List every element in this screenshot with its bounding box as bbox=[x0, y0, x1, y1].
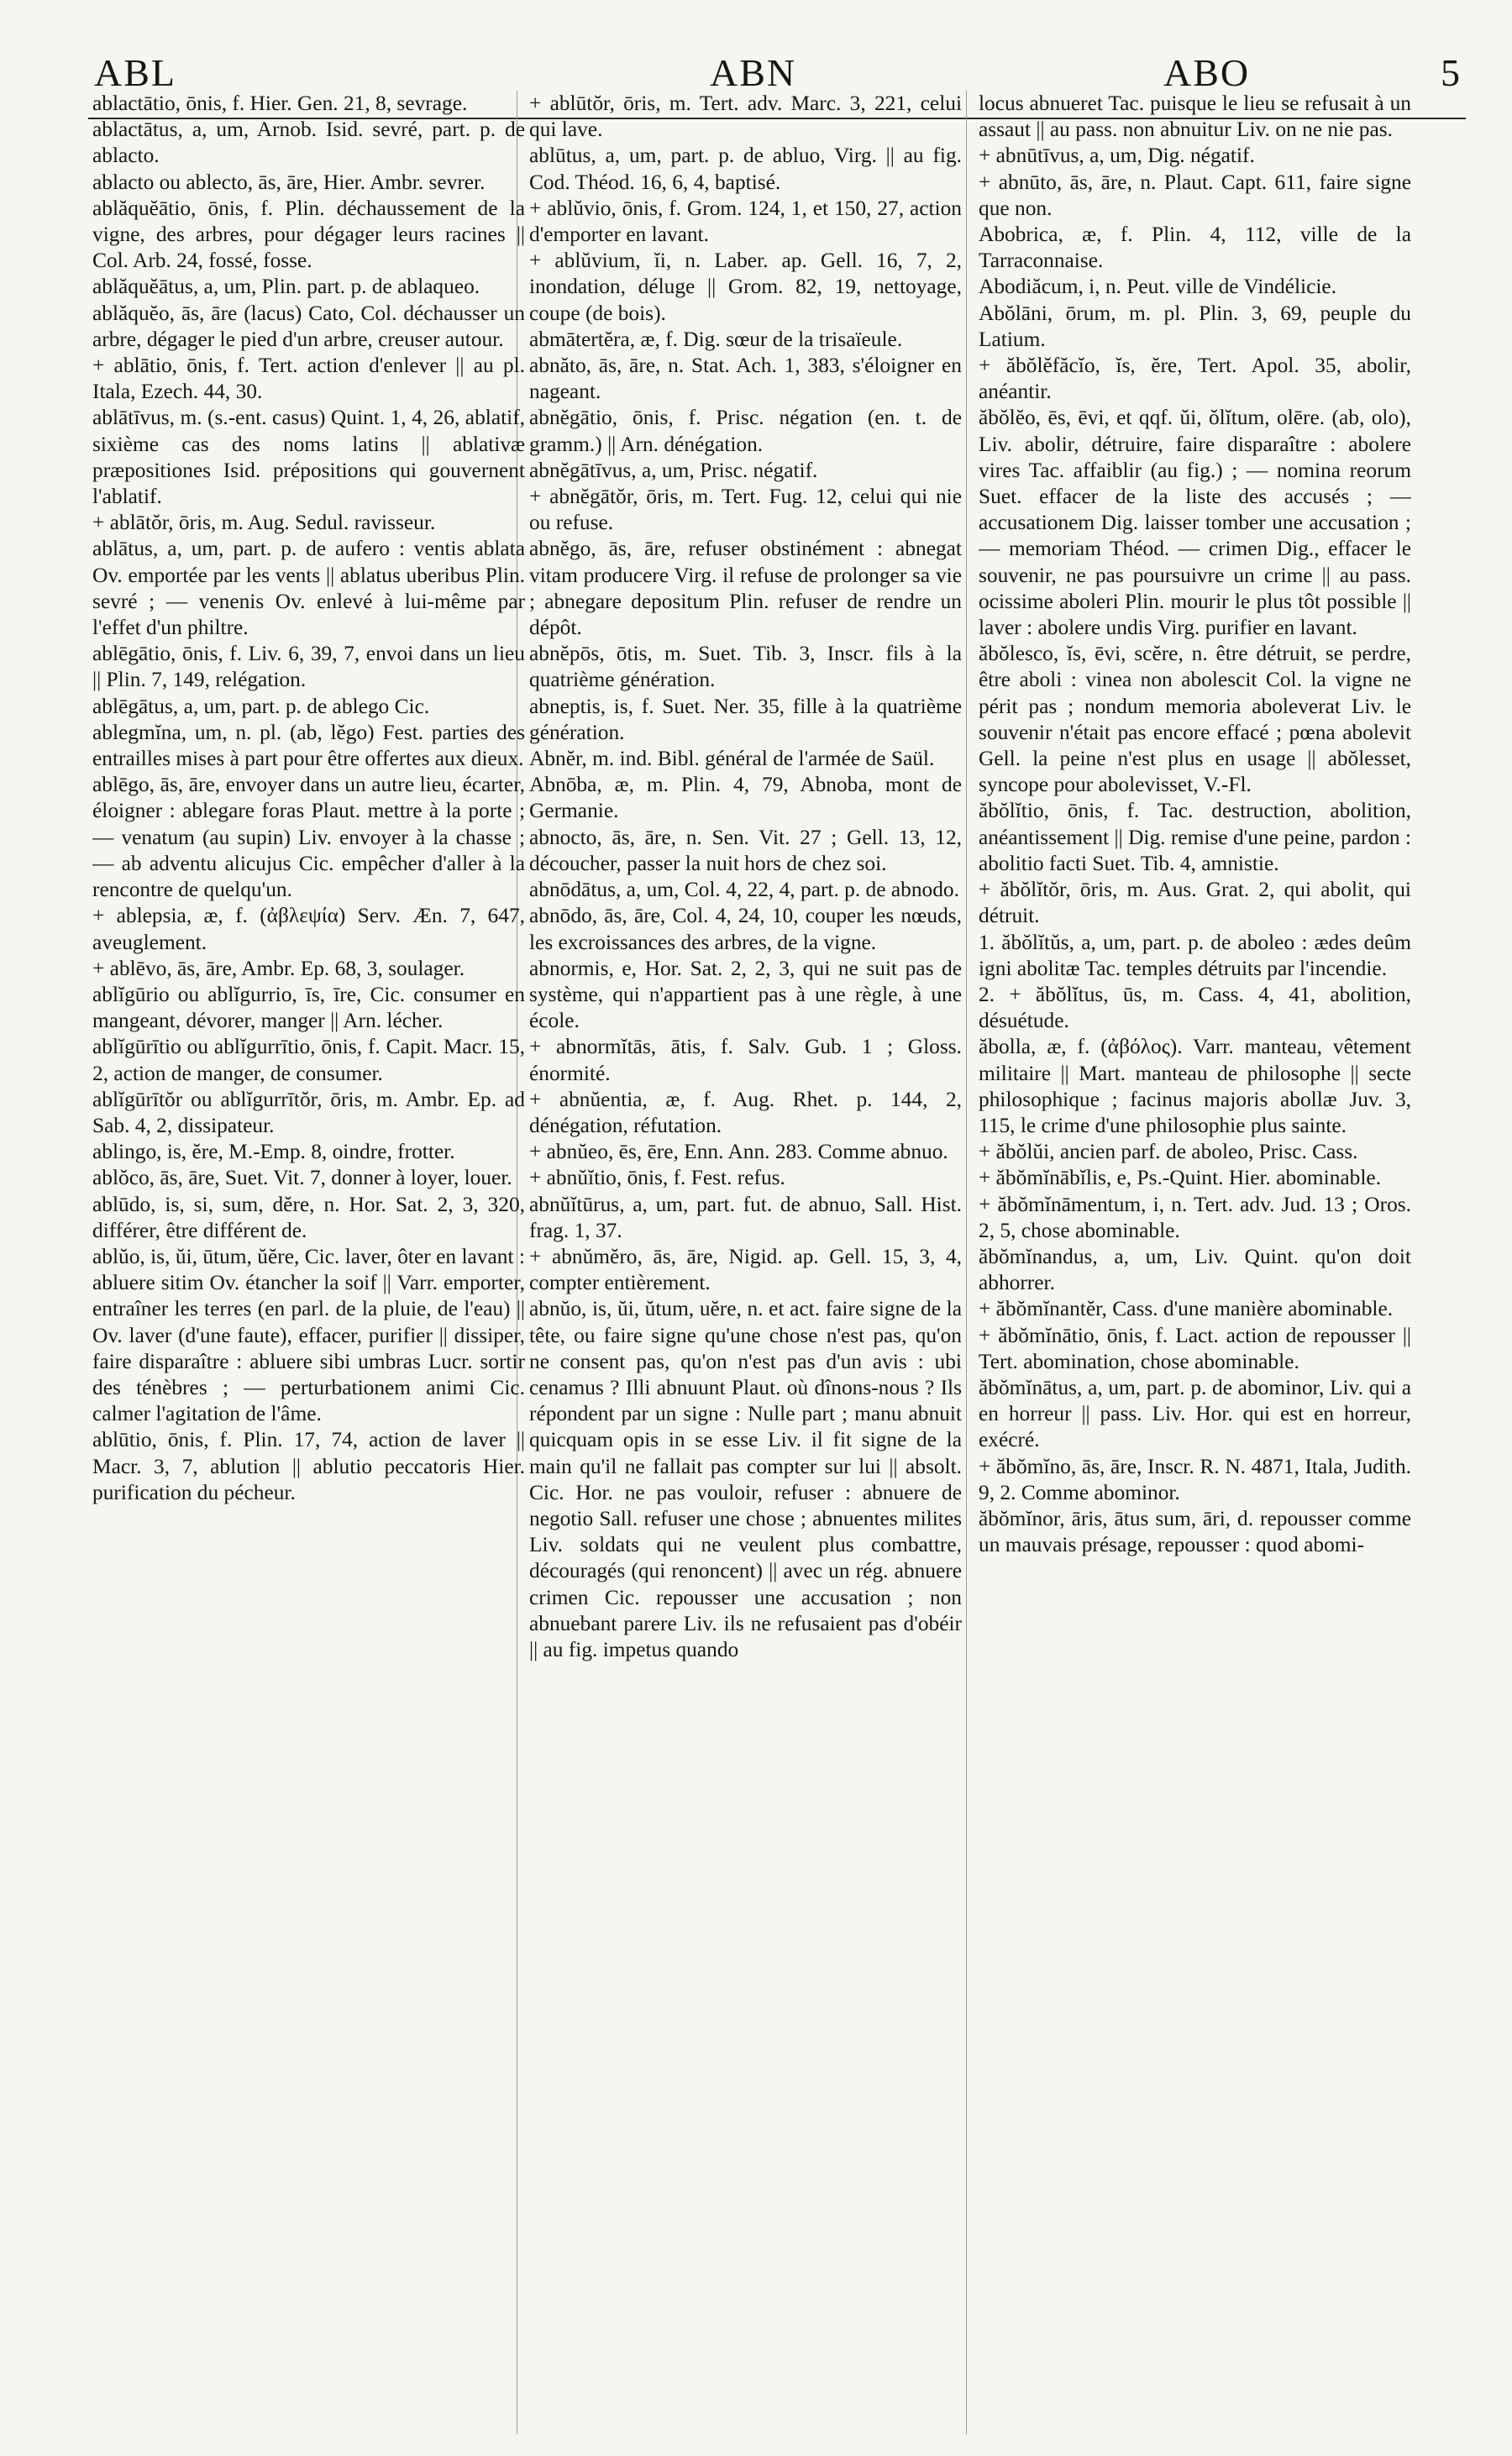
running-head-left: ABL bbox=[94, 51, 176, 94]
column-separator bbox=[966, 91, 967, 2434]
column-right bbox=[979, 91, 1411, 2434]
column-middle-text: + ablūtŏr, ōris, m. Tert. adv. Marc. 3, 221, celui qui lave. ablūtus, a, um, part. p. de abluo, Virg. || au fig. Cod. Théod. 16, 6, 4, baptisé. + ablŭvio, ōnis, f. Grom. 124, 1, et 150, 27, action d'emporter en lavant. + ablŭvium, ĭi, n. Laber. ap. Gell. 16, 7, 2, inondation, déluge || Grom. 82, 19, nettoyage, coupe (de bois). abmātertĕra, æ, f. Dig. sœur de la trisaïeule. abnăto, ās, āre, n. Stat. Ach. 1, 383, s'éloigner en nageant. abnĕgātio, ōnis, f. Prisc. négation (en. t. de gramm.) || Arn. dénégation. abnĕgātīvus, a, um, Prisc. négatif. + abnĕgātŏr, ōris, m. Tert. Fug. 12, celui qui nie ou refuse. abnĕgo, ās, āre, refuser obstinément : abnegat vitam producere Virg. il refuse de prolonger sa vie ; abnegare depositum Plin. refuser de rendre un dépôt. abnĕpōs, ōtis, m. Suet. Tib. 3, Inscr. fils à la quatrième génération. abneptis, is, f. Suet. Ner. 35, fille à la quatrième génération. Abnĕr, m. ind. Bibl. général de l'armée de Saül. Abnōba, æ, m. Plin. 4, 79, Abnoba, mont de Germanie. abnocto, ās, āre, n. Sen. Vit. 27 ; Gell. 13, 12, découcher, passer la nuit hors de chez soi. abnōdātus, a, um, Col. 4, 22, 4, part. p. de abnodo. abnōdo, ās, āre, Col. 4, 24, 10, couper les nœuds, les excroissances des arbres, de la vigne. abnormis, e, Hor. Sat. 2, 2, 3, qui ne suit pas de système, qui n'appartient pas à une règle, à une école. + abnormĭtās, ātis, f. Salv. Gub. 1 ; Gloss. énormité. + abnŭentia, æ, f. Aug. Rhet. p. 144, 2, dénégation, réfutation. + abnŭeo, ēs, ēre, Enn. Ann. 283. Comme abnuo. + abnŭĭtio, ōnis, f. Fest. refus. abnŭĭtūrus, a, um, part. fut. de abnuo, Sall. Hist. frag. 1, 37. + abnŭmĕro, ās, āre, Nigid. ap. Gell. 15, 3, 4, compter entièrement. abnŭo, is, ŭi, ŭtum, uĕre, n. et act. faire signe de la tête, ou faire signe qu'une chose n'est pas, qu'on ne consent pas, qu'on n'est pas d'un avis : ubi cenamus ? Illi abnuunt Plaut. où dînons-nous ? Ils répondent par un signe : Nulle part ; manu abnuit quicquam opis in se esse Liv. il fit signe de la main qu'il ne fallait pas compter sur lui || absolt. Cic. Hor. ne pas vouloir, refuser : abnuere de negotio Sall. refuser une chose ; abnuentes milites Liv. soldats qui ne veulent plus combattre, découragés (qui renoncent) || avec un rég. abnuere crimen Cic. repousser une accusation ; non abnuebant parere Liv. ils ne refusaient pas d'obéir || au fig. impetus quando bbox=[529, 92, 962, 1661]
column-left-text: ablactātio, ōnis, f. Hier. Gen. 21, 8, sevrage. ablactātus, a, um, Arnob. Isid. sevré, part. p. de ablacto. ablacto ou ablecto, ās, āre, Hier. Ambr. sevrer. ablăquĕātio, ōnis, f. Plin. déchaussement de la vigne, des arbres, pour dégager leurs racines || Col. Arb. 24, fossé, fosse. ablăquĕātus, a, um, Plin. part. p. de ablaqueo. ablăquĕo, ās, āre (lacus) Cato, Col. déchausser un arbre, dégager le pied d'un arbre, creuser autour. + ablātio, ōnis, f. Tert. action d'enlever || au pl. Itala, Ezech. 44, 30. ablātīvus, m. (s.-ent. casus) Quint. 1, 4, 26, ablatif, sixième cas des noms latins || ablativæ præpositiones Isid. prépositions qui gouvernent l'ablatif. + ablātŏr, ōris, m. Aug. Sedul. ravisseur. ablātus, a, um, part. p. de aufero : ventis ablata Ov. emportée par les vents || ablatus uberibus Plin. sevré ; — venenis Ov. enlevé à lui-même par l'effet d'un philtre. ablēgātio, ōnis, f. Liv. 6, 39, 7, envoi dans un lieu || Plin. 7, 149, relégation. ablēgātus, a, um, part. p. de ablego Cic. ablegmĭna, um, n. pl. (ab, lĕgo) Fest. parties des entrailles mises à part pour être offertes aux dieux. ablēgo, ās, āre, envoyer dans un autre lieu, écarter, éloigner : ablegare foras Plaut. mettre à la porte ; — venatum (au supin) Liv. envoyer à la chasse ; — ab adventu alicujus Cic. empêcher d'aller à la rencontre de quelqu'un. + ablepsia, æ, f. (ἀβλεψία) Serv. Æn. 7, 647, aveuglement. + ablēvo, ās, āre, Ambr. Ep. 68, 3, soulager. ablĭgūrio ou ablĭgurrio, īs, īre, Cic. consumer en mangeant, dévorer, manger || Arn. lécher. ablĭgūrītio ou ablĭgurrītio, ōnis, f. Capit. Macr. 15, 2, action de manger, de consumer. ablĭgūrītŏr ou ablĭgurrītŏr, ōris, m. Ambr. Ep. ad Sab. 4, 2, dissipateur. ablingo, is, ĕre, M.-Emp. 8, oindre, frotter. ablŏco, ās, āre, Suet. Vit. 7, donner à loyer, louer. ablūdo, is, si, sum, dĕre, n. Hor. Sat. 2, 3, 320, différer, être différent de. ablŭo, is, ŭi, ūtum, ŭĕre, Cic. laver, ôter en lavant : abluere sitim Ov. étancher la soif || Varr. emporter, entraîner les terres (en parl. de la pluie, de l'eau) || Ov. laver (d'une faute), effacer, purifier || dissiper, faire disparaître : abluere sibi umbras Lucr. sortir des ténèbres ; — perturbationem animi Cic. calmer l'agitation de l'âme. ablūtio, ōnis, f. Plin. 17, 74, action de laver || Macr. 3, 7, ablution || ablutio peccatoris Hier. purification du pécheur. bbox=[92, 92, 525, 1504]
running-head-center: ABN bbox=[710, 51, 797, 94]
page-number: 5 bbox=[1441, 51, 1462, 94]
column-middle bbox=[529, 91, 962, 2434]
column-left bbox=[92, 91, 525, 2434]
running-head-right: ABO bbox=[1163, 51, 1251, 94]
column-right-text: locus abnueret Tac. puisque le lieu se refusait à un assaut || au pass. non abnuitur Liv. on ne nie pas. + abnūtīvus, a, um, Dig. négatif. + abnūto, ās, āre, n. Plaut. Capt. 611, faire signe que non. Abobrica, æ, f. Plin. 4, 112, ville de la Tarraconnaise. Abodiăcum, i, n. Peut. ville de Vindélicie. Abŏlāni, ōrum, m. pl. Plin. 3, 69, peuple du Latium. + ăbŏlĕfăcĭo, ĭs, ĕre, Tert. Apol. 35, abolir, anéantir. ăbŏlĕo, ēs, ēvi, et qqf. ŭi, ŏlĭtum, olēre. (ab, olo), Liv. abolir, détruire, faire disparaître : abolere vires Tac. affaiblir (au fig.) ; — nomina reorum Suet. effacer de la liste des accusés ; — accusationem Dig. laisser tomber une accusation ; — memoriam Théod. — crimen Dig., effacer le souvenir, ne pas poursuivre un crime || au pass. ocissime aboleri Plin. mourir le plus tôt possible || laver : abolere undis Virg. purifier en lavant. ăbŏlesco, ĭs, ēvi, scĕre, n. être détruit, se perdre, être aboli : vinea non abolescit Col. la vigne ne périt pas ; nondum memoria aboleverat Liv. le souvenir n'était pas encore effacé ; pœna abolevit Gell. la peine n'est plus en usage || abŏlesset, syncope pour abolevisset, V.-Fl. ăbŏlĭtio, ōnis, f. Tac. destruction, abolition, anéantissement || Dig. remise d'une peine, pardon : abolitio facti Suet. Tib. 4, amnistie. + ăbŏlĭtŏr, ōris, m. Aus. Grat. 2, qui abolit, qui détruit. 1. ăbŏlĭtŭs, a, um, part. p. de aboleo : ædes deûm igni abolitæ Tac. temples détruits par l'incendie. 2. + ăbŏlĭtus, ūs, m. Cass. 4, 41, abolition, désuétude. ăbolla, æ, f. (ἀβόλος). Varr. manteau, vêtement militaire || Mart. manteau de philosophe || secte philosophique ; facinus majoris abollæ Juv. 3, 115, le crime d'une philosophie plus sainte. + ăbŏlŭi, ancien parf. de aboleo, Prisc. Cass. + ăbŏmĭnābĭlis, e, Ps.-Quint. Hier. abominable. + ăbŏmĭnāmentum, i, n. Tert. adv. Jud. 13 ; Oros. 2, 5, chose abominable. ăbŏmĭnandus, a, um, Liv. Quint. qu'on doit abhorrer. + ăbŏmĭnantĕr, Cass. d'une manière abominable. + ăbŏmĭnātio, ōnis, f. Lact. action de repousser || Tert. abomination, chose abominable. ăbŏmĭnātus, a, um, part. p. de abominor, Liv. qui a en horreur || pass. Liv. Hor. qui est en horreur, exécré. + ăbŏmĭno, ās, āre, Inscr. R. N. 4871, Itala, Judith. 9, 2. Comme abominor. ăbŏmĭnor, āris, ātus sum, āri, d. repousser comme un mauvais présage, repousser : quod abomi- bbox=[979, 92, 1411, 1557]
